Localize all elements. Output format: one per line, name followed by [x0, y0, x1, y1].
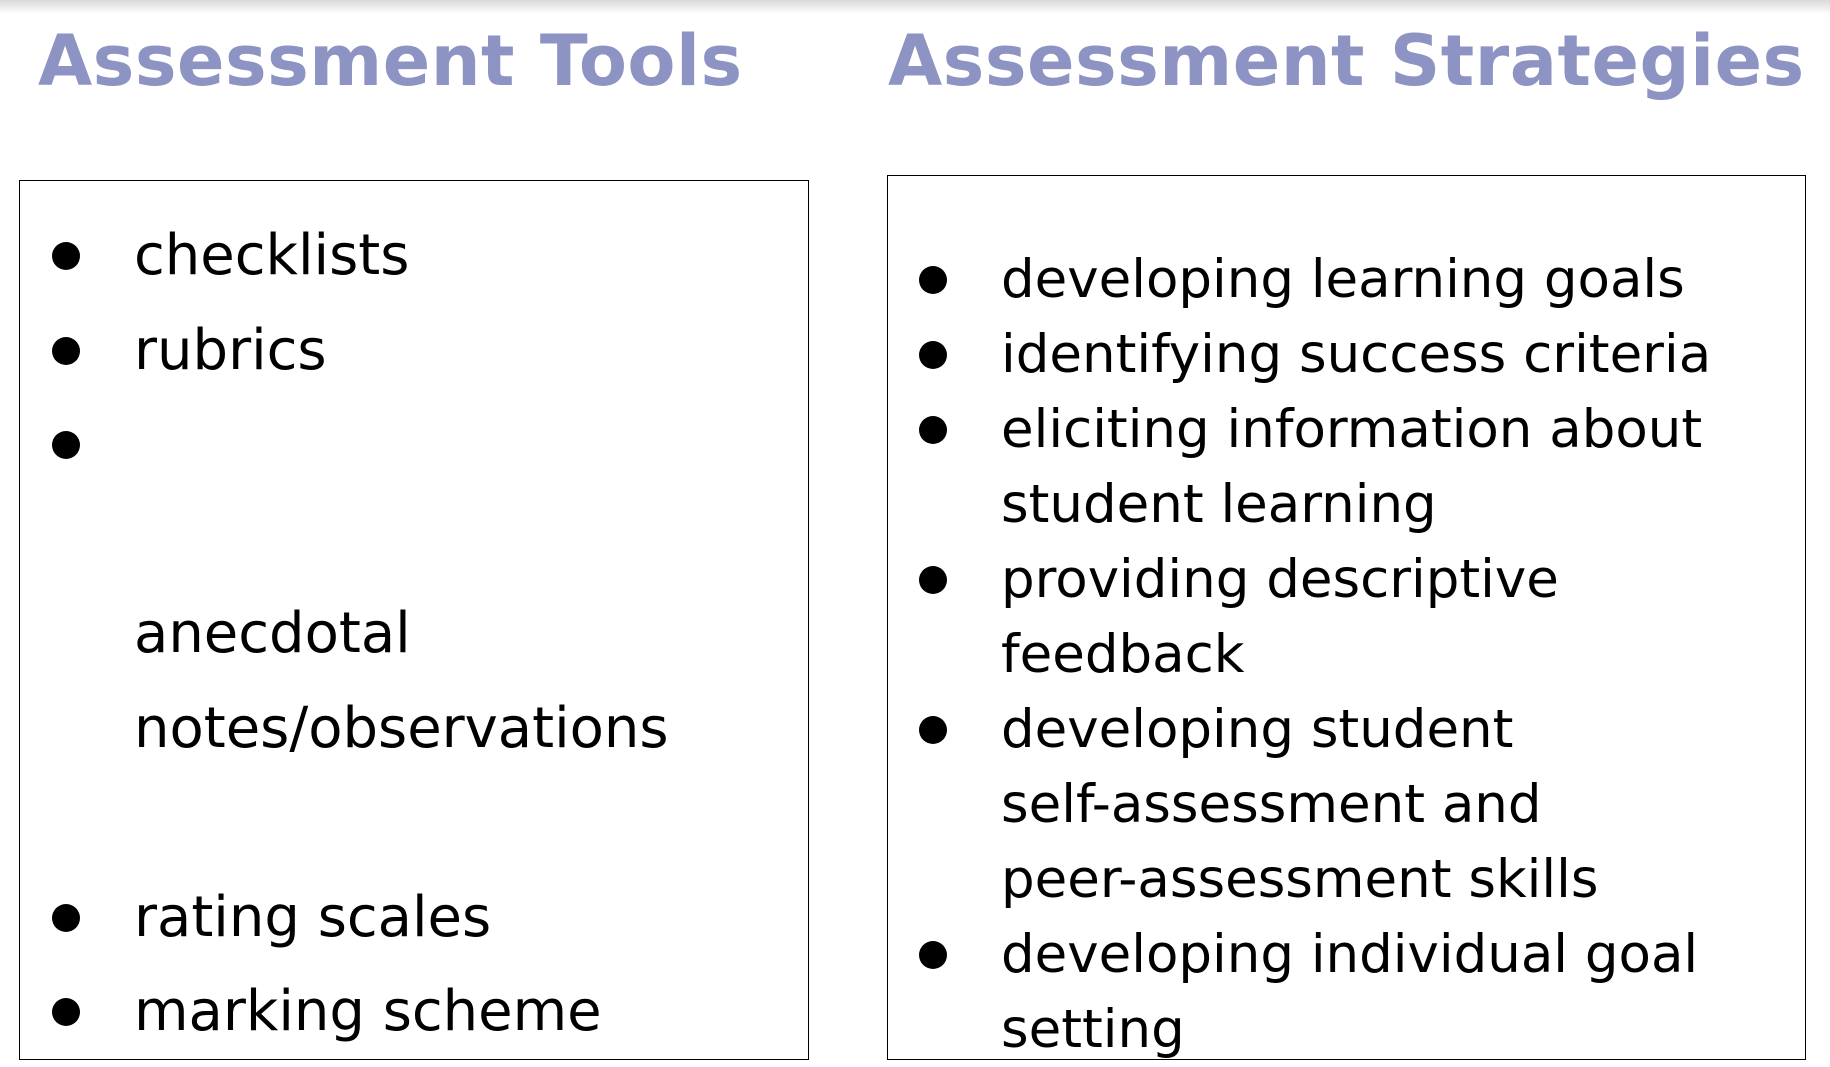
list-item-text: providing descriptive feedback [1001, 549, 1559, 685]
list-item [1001, 317, 1805, 392]
bullet-icon [52, 242, 80, 270]
assessment-strategies-heading: Assessment Strategies [888, 20, 1805, 102]
list-item-text: rating scales [134, 884, 492, 950]
bullet-icon [52, 337, 80, 365]
list-item-text: anecdotal notes/observations [134, 601, 669, 761]
list-item [1001, 692, 1805, 917]
bullet-icon [919, 716, 947, 744]
list-item [134, 209, 669, 304]
assessment-strategies-list [1001, 242, 1805, 1067]
list-item-text: marking scheme [134, 979, 602, 1044]
list-item [1001, 392, 1805, 542]
bullet-icon [919, 341, 947, 369]
list-item-text: developing student self-assessment and peer-assessment skills [1001, 699, 1599, 910]
bullet-icon [52, 431, 80, 459]
bullet-icon [919, 566, 947, 594]
top-shadow [0, 0, 1830, 14]
assessment-strategies-box [887, 175, 1806, 1060]
list-item-text: identifying success criteria [1001, 324, 1712, 385]
bullet-icon [919, 941, 947, 969]
list-item-text: developing learning goals [1001, 249, 1685, 310]
list-item-text: rubrics [134, 317, 327, 383]
assessment-tools-box [19, 180, 809, 1060]
list-item-text: developing individual goal setting [1001, 924, 1699, 1060]
bullet-icon [919, 266, 947, 294]
list-item [134, 304, 669, 399]
bullet-icon [52, 904, 80, 932]
list-item [1001, 242, 1805, 317]
list-item [1001, 917, 1805, 1067]
bullet-icon [919, 416, 947, 444]
list-item [134, 871, 669, 966]
bullet-icon [52, 998, 80, 1026]
list-item [134, 965, 669, 1060]
list-item [134, 398, 669, 871]
assessment-tools-list [134, 209, 669, 1060]
assessment-tools-heading: Assessment Tools [38, 20, 743, 102]
list-item-text: eliciting information about student learning [1001, 399, 1703, 535]
list-item-text: checklists [134, 223, 410, 288]
list-item [1001, 542, 1805, 692]
